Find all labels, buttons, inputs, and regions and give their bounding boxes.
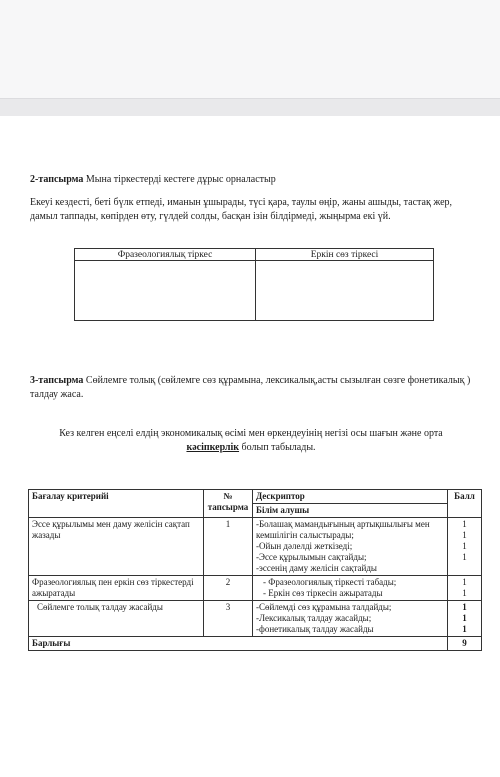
task2-word-list: Екеуі кездесті, беті бүлк етпеді, иманын ұшырады, түсі қара, таулы өңір, жаны ашыды, тастақ жер, дамыл таппады, көпірден өту, гүлдей солды, басқан ізін білдірмеді, жыңырма екі үй. [30,197,453,222]
task2-heading [30,173,470,186]
t2-header-free: Еркін сөз тіркесі [256,249,434,261]
total-label: Барлығы [29,637,448,651]
sentence-after: болып табылады. [239,442,316,453]
row1-score: 1 [462,530,467,540]
row3-number: 3 [204,601,253,637]
total-value: 9 [448,637,482,651]
row3-score: 1 [462,602,467,612]
row1-criteria: Эссе құрылымы мен даму желісін сақтап жазады [29,518,204,576]
row1-descriptor: -Болашақ мамандығының артықшылығы мен кемшілігін салыстырады; -Ойын дәлелді жеткізеді; -Эссе құрылымын сақтайды; -эссенің даму желісін сақтайды [253,518,448,576]
row1-score: 1 [462,519,467,529]
row2-scores [448,576,482,601]
header-descriptor: Дескриптор [253,490,448,504]
t2-cell-free[interactable] [256,261,434,321]
task3-sentence [30,427,472,455]
row3-criteria: Сөйлемге толық талдау жасайды [29,601,204,637]
header-criteria: Бағалау критерийі [29,490,204,518]
table-row [29,601,482,637]
table-row [29,576,482,601]
task2-table [74,248,434,321]
row2-number: 2 [204,576,253,601]
top-bar [0,0,500,98]
task3-instruction: Сөйлемге толық (сөйлемге сөз құрамына, лексикалық,асты сызылған сөзге фонетикалық ) талдау жаса. [30,375,471,400]
row1-score: 1 [462,541,467,551]
row2-score: 1 [462,577,467,587]
criteria-table [28,489,482,651]
header-descriptor-sub: Білім алушы [253,504,448,518]
header-score: Балл [448,490,482,518]
row1-number: 1 [204,518,253,576]
row1-score: 1 [462,552,467,562]
t2-header-phraseological: Фразеологиялық тіркес [75,249,256,261]
task3-label: 3-тапсырма [30,375,84,386]
row3-descriptor: -Сөйлемді сөз құрамына талдайды; -Лексикалық талдау жасайды; -фонетикалық талдау жасайды [253,601,448,637]
task3-heading [30,374,472,402]
task2-label: 2-тапсырма [30,174,84,185]
row3-score: 1 [462,613,467,623]
table-row [29,518,482,576]
row3-scores [448,601,482,637]
row2-criteria: Фразеологиялық пен еркін сөз тіркестерді ажыратады [29,576,204,601]
t2-cell-phraseological[interactable] [75,261,256,321]
row2-score: 1 [462,588,467,598]
row2-descriptor: - Фразеологиялық тіркесті табады; - Еркін сөз тіркесін ажыратады [253,576,448,601]
row1-scores [448,518,482,576]
total-row [29,637,482,651]
sentence-before: Кез келген еңселі елдің экономикалық өсімі мен өркендеуінің негізі осы шағын және орта [59,428,443,439]
top-separator [0,98,500,116]
row3-score: 1 [462,624,467,634]
sentence-underlined-word: кәсіпкерлік [186,442,240,453]
header-number: № тапсырма [204,490,253,518]
task2-instruction: Мына тіркестерді кестеге дұрыс орналастыр [85,174,276,185]
